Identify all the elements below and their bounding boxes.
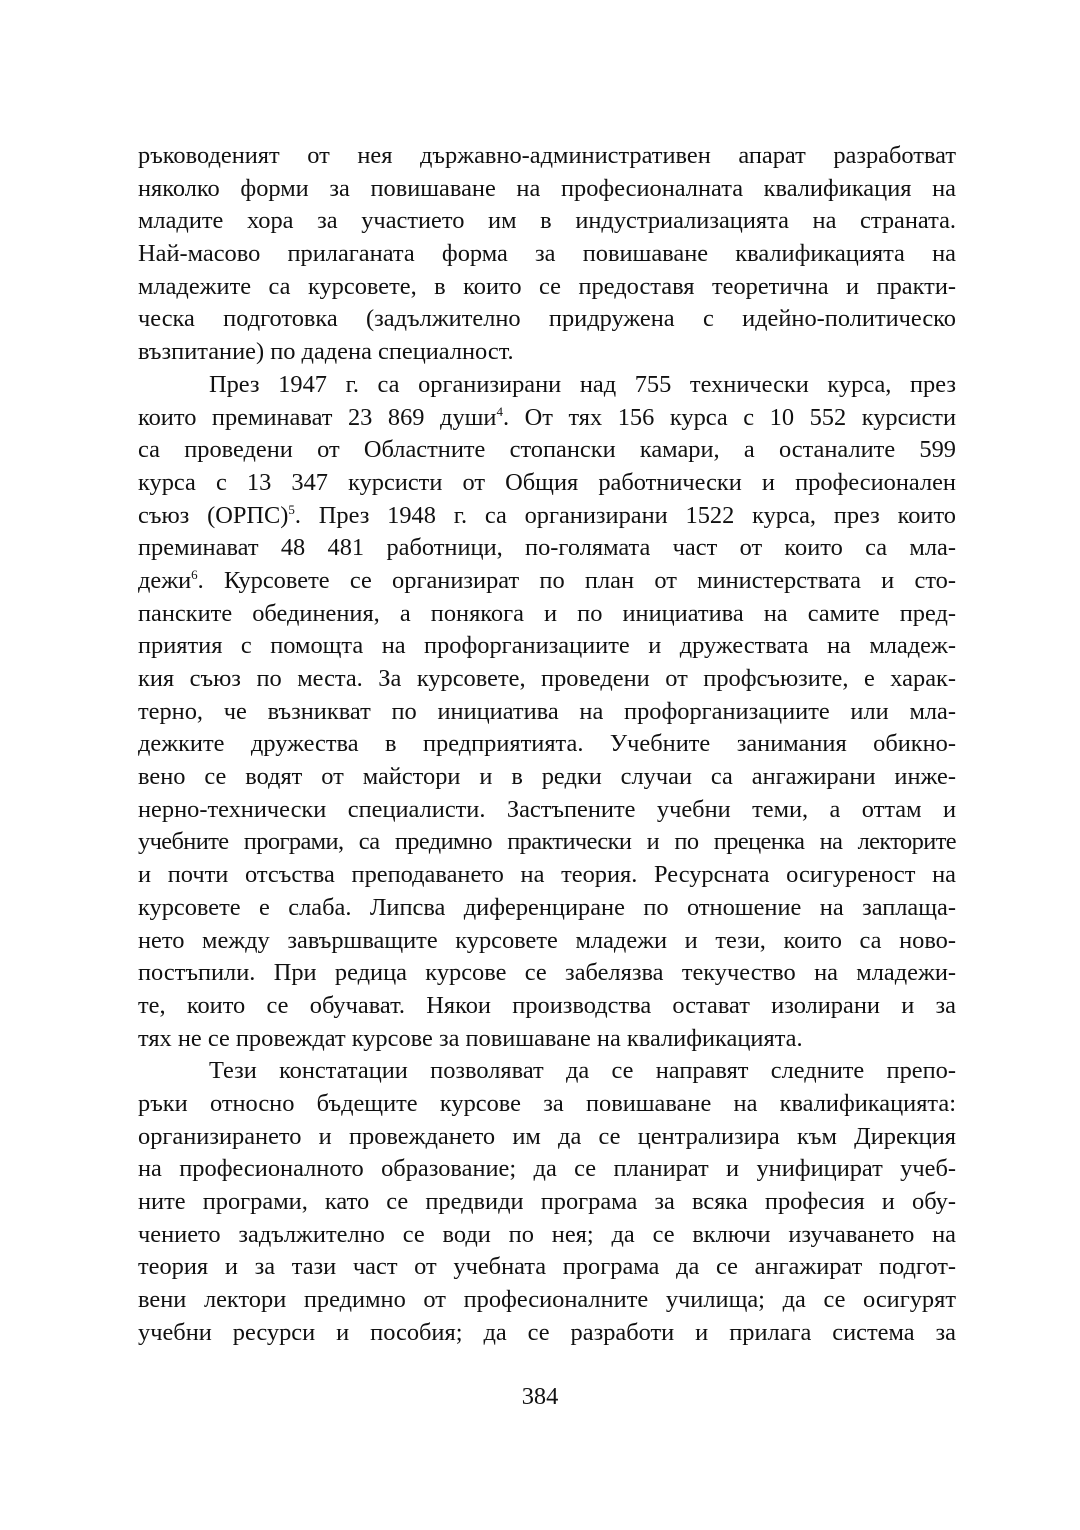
text-line (138, 1153, 956, 1186)
text-line (138, 271, 956, 304)
text-segment: . От тях 156 курса с 10 552 курсисти (502, 403, 957, 431)
text-segment: панските обединения, а понякога и по инициатива на самите пред- (138, 599, 956, 627)
text-line (138, 1088, 956, 1121)
page-number: 384 (521, 1383, 559, 1410)
text-segment: приятия с помощта на профорганизациите и дружествата на младеж- (138, 632, 956, 660)
text-line (138, 1284, 956, 1317)
text-line (138, 663, 956, 696)
text-segment: . Курсовете се организират по план от министерствата и сто- (197, 566, 956, 594)
text-segment: чението задължително се води по нея; да се включи изучаването на (138, 1220, 956, 1248)
text-line (138, 761, 956, 794)
text-line (138, 140, 956, 173)
text-line (138, 728, 956, 761)
text-line (138, 1121, 956, 1154)
text-segment: постъпили. При редица курсове се забелязва текучество на младежи- (138, 959, 956, 987)
text-segment: съюз (ОРПС) (138, 501, 289, 529)
text-line (138, 402, 956, 435)
footnote-reference[interactable]: 6 (191, 566, 198, 582)
text-line (138, 794, 956, 827)
text-segment: терно, че възникват по инициатива на профорганизациите или мла- (138, 697, 956, 725)
text-segment: вено се водят от майстори и в редки случаи са ангажирани инже- (138, 763, 956, 791)
text-line (138, 434, 956, 467)
text-segment: ръководеният от нея държавно-административен апарат разработват (138, 142, 956, 169)
text-segment: те, които се обучават. Някои производства остават изолирани и за (138, 991, 956, 1019)
text-segment: няколко форми за повишаване на професионалната квалификация на (138, 174, 956, 202)
text-segment: кия съюз по места. За курсовете, проведени от профсъюзите, е харак- (138, 665, 956, 692)
text-line (138, 467, 956, 500)
text-segment: Най-масово прилаганата форма за повишаване квалификацията на (138, 240, 956, 268)
text-line (138, 336, 956, 369)
text-segment: дежи (138, 566, 192, 594)
text-line (138, 1317, 956, 1350)
text-line (138, 303, 956, 336)
text-line (138, 205, 956, 238)
text-line (138, 173, 956, 206)
text-segment: преминават 48 481 работници, по-голямата част от които са мла- (138, 534, 956, 562)
text-line (138, 1186, 956, 1219)
text-line (138, 565, 956, 598)
text-segment: възпитание) по дадена специалност. (138, 338, 514, 366)
text-segment: тях не се провеждат курсове за повишаване на квалификацията. (138, 1024, 803, 1052)
text-line (138, 892, 956, 925)
text-line (138, 500, 956, 533)
text-segment: дежките дружества в предприятията. Учебните занимания обикно- (138, 730, 956, 758)
text-segment: . През 1948 г. са организирани 1522 курса, през които (294, 501, 956, 529)
text-segment: младежите са курсовете, в които се предоставя теоретична и практи- (138, 272, 956, 300)
text-segment: и почти отсъства преподаването на теория. Ресурсната осигуреност на (138, 861, 956, 889)
text-line (138, 532, 956, 565)
text-segment: ческа подготовка (задължително придружена с идейно-политическо (138, 305, 956, 333)
text-line (138, 238, 956, 271)
text-segment: ръки относно бъдещите курсове за повишаване на квалификацията: (138, 1089, 956, 1117)
text-line (138, 957, 956, 990)
text-segment: нето между завършващите курсовете младежи и тези, които са ново- (138, 926, 956, 954)
text-line (138, 826, 956, 859)
text-line (138, 859, 956, 892)
footnote-reference[interactable]: 4 (496, 403, 503, 419)
paragraph (138, 140, 956, 369)
text-segment: теория и за тази част от учебната програма да се ангажират подгот- (138, 1253, 956, 1281)
footnote-reference[interactable]: 5 (288, 501, 295, 517)
text-line (138, 630, 956, 663)
text-segment: учебни ресурси и пособия; да се разработи и прилага система за (138, 1318, 956, 1346)
text-line (138, 925, 956, 958)
text-line (138, 1055, 956, 1088)
text-segment: курса с 13 347 курсисти от Общия работнически и професионален (138, 468, 956, 496)
text-line (138, 1023, 956, 1056)
body-text (138, 140, 956, 1349)
paragraph (138, 369, 956, 1055)
text-segment: които преминават 23 869 души (138, 403, 497, 431)
paragraph (138, 1055, 956, 1349)
text-segment: курсовете е слаба. Липсва диференциране по отношение на заплаща- (138, 893, 956, 921)
text-segment: вени лектори предимно от професионалните училища; да се осигурят (138, 1286, 956, 1314)
text-segment: През 1947 г. са организирани над 755 технически курса, през (209, 370, 956, 398)
text-line (138, 369, 956, 402)
text-segment: са проведени от Областните стопански камари, а останалите 599 (138, 436, 956, 464)
text-line (138, 990, 956, 1023)
text-segment: учебните програми, са предимно практически и по преценка на лекторите (138, 828, 956, 856)
text-line (138, 598, 956, 631)
text-segment: нерно-технически специалисти. Застъпените учебни теми, а оттам и (138, 795, 956, 823)
text-segment: младите хора за участието им в индустриализацията на страната. (138, 207, 956, 235)
text-line (138, 1219, 956, 1252)
text-segment: организирането и провеждането им да се централизира към Дирекция (138, 1122, 956, 1150)
text-line (138, 696, 956, 729)
text-line (138, 1251, 956, 1284)
text-segment: ните програми, като се предвиди програма за всяка професия и обу- (138, 1188, 956, 1215)
text-segment: Тези констатации позволяват да се направят следните препо- (209, 1057, 956, 1085)
text-segment: на професионалното образование; да се планират и унифицират учеб- (138, 1155, 956, 1183)
